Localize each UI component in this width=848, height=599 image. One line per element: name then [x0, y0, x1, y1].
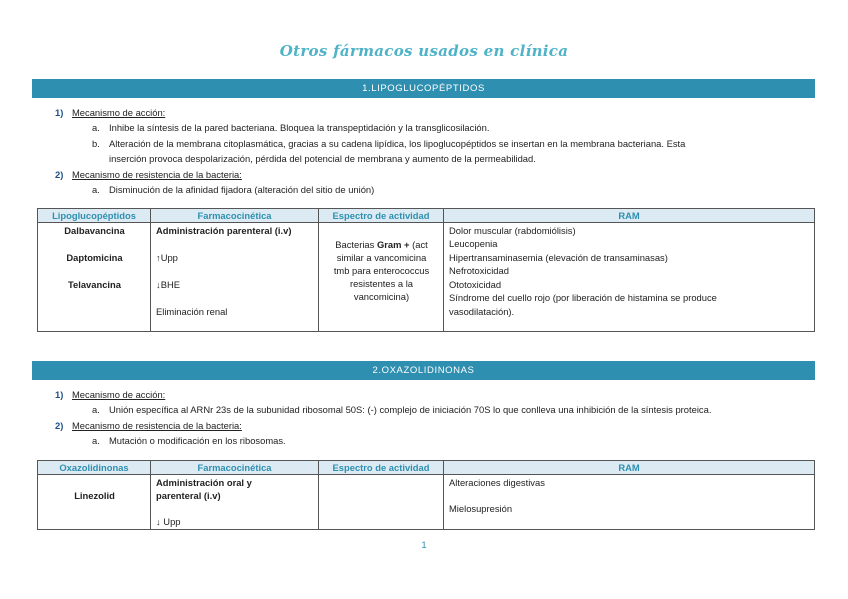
pk-item: ↑Upp	[156, 252, 178, 263]
ram-item: Síndrome del cuello rojo (por liberación de histamina se produce	[449, 292, 717, 303]
ram-item: Nefrotoxicidad	[449, 265, 509, 276]
col-header: RAM	[444, 209, 815, 223]
mechanism-b-line1: Alteración de la membrana citoplasmática, gracias a su cadena lipídica, los lipoglucopéptidos se insertan en la membrana bacteriana. Esta	[109, 138, 686, 149]
ram-item: Mielosupresión	[449, 503, 513, 514]
spectrum-line: resistentes a la	[349, 278, 414, 289]
resistance-a: Disminución de la afinidad fijadora (alteración del sitio de unión)	[109, 184, 375, 195]
drug-name: Linezolid	[74, 490, 115, 501]
col-header: Lipoglucopéptidos	[38, 209, 151, 223]
ram-item: Ototoxicidad	[449, 279, 502, 290]
section-header-oxazolidinonas: 2.OXAZOLIDINONAS	[32, 361, 815, 380]
drug-name: Daptomicina	[66, 252, 123, 263]
resistance-a: Mutación o modificación en los ribosomas.	[109, 435, 286, 446]
spectrum-line: vancomicina)	[353, 291, 410, 302]
col-header: Farmacocinética	[151, 209, 319, 223]
list-number: 2)	[55, 420, 64, 431]
ram-item: Dolor muscular (rabdomiólisis)	[449, 225, 576, 236]
spectrum-line: Bacterias Gram + (act	[335, 239, 428, 250]
pk-item: Administración parenteral (i.v)	[156, 225, 292, 236]
ram-item: vasodilatación).	[449, 306, 515, 317]
spectrum-line: tmb para enterococcus	[333, 265, 430, 276]
mechanism-a: Inhibe la síntesis de la pared bacteriana. Bloquea la transpeptidación y la transglicosilación.	[109, 122, 490, 133]
drug-name: Telavancina	[68, 279, 121, 290]
col-header: Espectro de actividad	[319, 461, 444, 475]
col-header: RAM	[444, 461, 815, 475]
list-number: 1)	[55, 389, 64, 400]
oxazolidinone-table	[37, 460, 815, 530]
section-header-lipoglucopeptidos: 1.LIPOGLUCOPÉPTIDOS	[32, 79, 815, 98]
mechanism-label: Mecanismo de acción:	[72, 107, 166, 118]
pk-item: parenteral (i.v)	[156, 490, 221, 501]
list-letter: a.	[92, 184, 100, 195]
col-header: Farmacocinética	[151, 461, 319, 475]
ram-item: Hipertransaminasemia (elevación de transaminasas)	[449, 252, 668, 263]
list-number: 2)	[55, 169, 64, 180]
page-title: Otros fármacos usados en clínica	[279, 42, 569, 60]
ram-item: Alteraciones digestivas	[449, 477, 545, 488]
list-letter: a.	[92, 122, 100, 133]
mechanism-a: Unión específica al ARNr 23s de la subunidad ribosomal 50S: (-) complejo de iniciación 70S lo que conlleva una inhibición de la síntesis proteica.	[109, 404, 712, 415]
list-letter: a.	[92, 435, 100, 446]
mechanism-b-line2: inserción provoca despolarización, pérdida del potencial de membrana y aumento de la permeabilidad.	[109, 153, 536, 164]
list-letter: a.	[92, 404, 100, 415]
col-header: Oxazolidinonas	[38, 461, 151, 475]
list-letter: b.	[92, 138, 100, 149]
page-number: 1	[421, 540, 427, 551]
spectrum-line: similar a vancomicina	[336, 252, 427, 263]
list-number: 1)	[55, 107, 64, 118]
pk-item: ↓ Upp	[156, 516, 181, 527]
col-header: Espectro de actividad	[319, 209, 444, 223]
lipoglucopeptide-table	[37, 208, 815, 332]
ram-item: Leucopenia	[449, 238, 498, 249]
mechanism-label: Mecanismo de acción:	[72, 389, 166, 400]
resistance-label: Mecanismo de resistencia de la bacteria:	[72, 420, 242, 431]
resistance-label: Mecanismo de resistencia de la bacteria:	[72, 169, 242, 180]
pk-item: Eliminación renal	[156, 306, 228, 317]
drug-name: Dalbavancina	[64, 225, 125, 236]
pk-item: ↓BHE	[156, 279, 180, 290]
pk-item: Administración oral y	[156, 477, 252, 488]
